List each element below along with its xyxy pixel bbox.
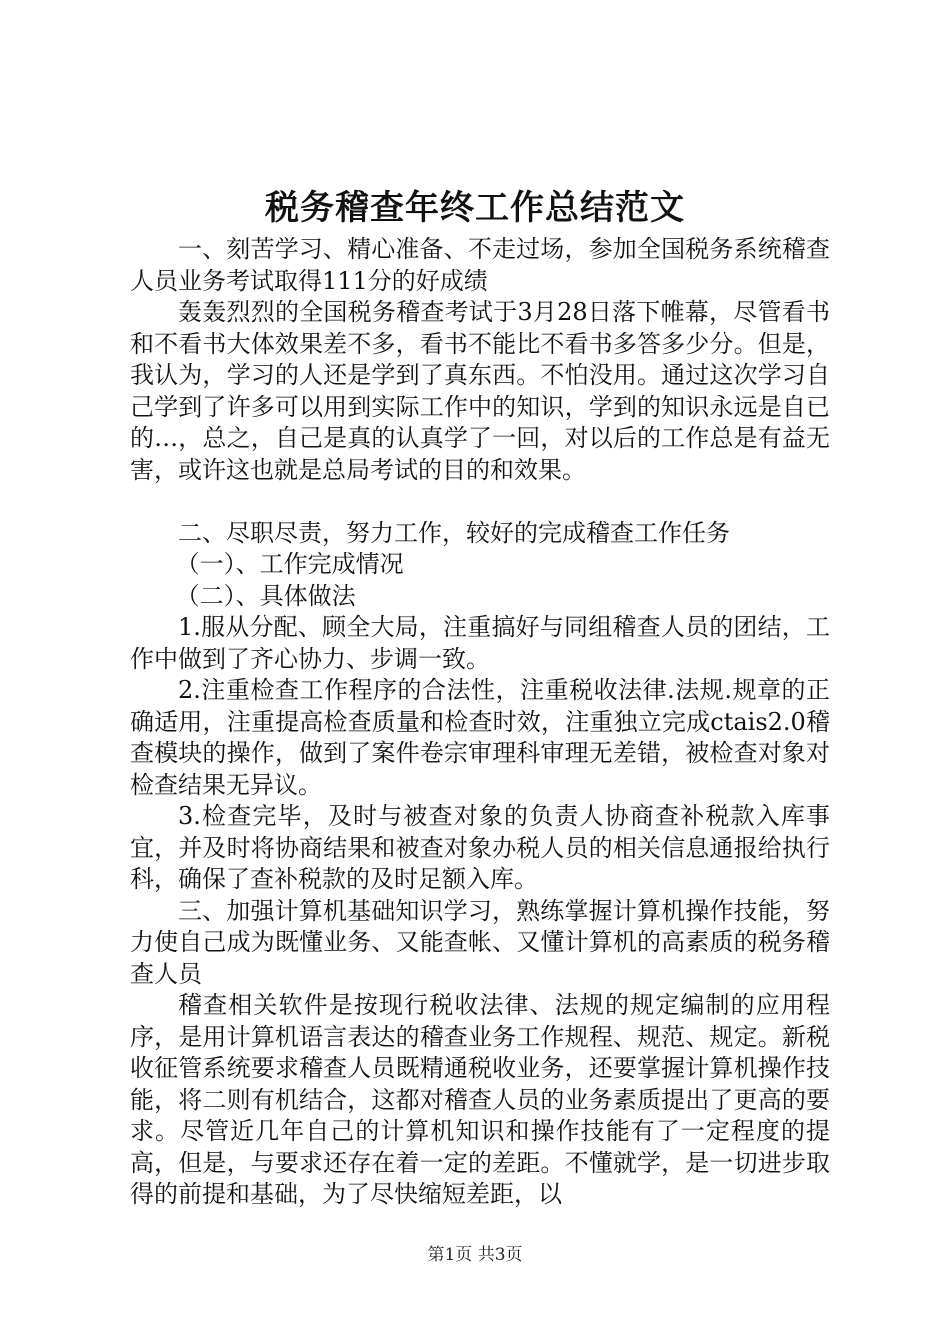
paragraph: 稽查相关软件是按现行税收法律、法规的规定编制的应用程序，是用计算机语言表达的稽查业务工作规程、规范、规定。新税收征管系统要求稽查人员既精通税收业务，还要掌握计算机操作技能，将二则有机结合，这都对稽查人员的业务素质提出了更高的要求。尽管近几年自己的计算机知识和操作技能有了一定程度的提高，但是，与要求还存在着一定的差距。不懂就学，是一切进步取得的前提和基础，为了尽快缩短差距，以: [130, 991, 830, 1208]
paragraph: 轰轰烈烈的全国税务稽查考试于3月28日落下帷幕，尽管看书和不看书大体效果差不多，看书不能比不看书多答多少分。但是，我认为，学习的人还是学到了真东西。不怕没用。通过这次学习自己学到了许多可以用到实际工作中的知识，学到的知识永远是自已的…，总之，自己是真的认真学了一回，对以后的工作总是有益无害，或许这也就是总局考试的目的和效果。: [130, 298, 830, 484]
subheading-methods: （二）、具体做法: [175, 581, 356, 610]
document-title: 税务稽查年终工作总结范文: [265, 188, 685, 228]
section-heading-1: 一、刻苦学习、精心准备、不走过场，参加全国税务系统稽查人员业务考试取得111分的好成绩: [130, 235, 830, 295]
list-item: 3.检查完毕，及时与被查对象的负责人协商查补税款入库事宜，并及时将协商结果和被查对象办税人员的相关信息通报给执行科，确保了查补税款的及时足额入库。: [130, 802, 830, 893]
subheading-work-status: （一）、工作完成情况: [175, 550, 404, 578]
section-heading-2: 二、尽职尽责，努力工作，较好的完成稽查工作任务: [178, 518, 730, 547]
list-item: 2.注重检查工作程序的合法性，注重税收法律.法规.规章的正确适用，注重提高检查质量和检查时效，注重独立完成ctais2.0稽查模块的操作，做到了案件卷宗审理科审理无差错，被检查对象对检查结果无异议。: [130, 676, 830, 799]
page-footer: 第1页 共3页: [427, 1245, 523, 1265]
document-body: [130, 234, 830, 1211]
section-heading-3: 三、加强计算机基础知识学习，熟练掌握计算机操作技能，努力使自己成为既懂业务、又能查帐、又懂计算机的高素质的税务稽查人员: [130, 896, 830, 988]
list-item: 1.服从分配、顾全大局，注重搞好与同组稽查人员的团结，工作中做到了齐心协力、步调一致。: [130, 613, 830, 673]
